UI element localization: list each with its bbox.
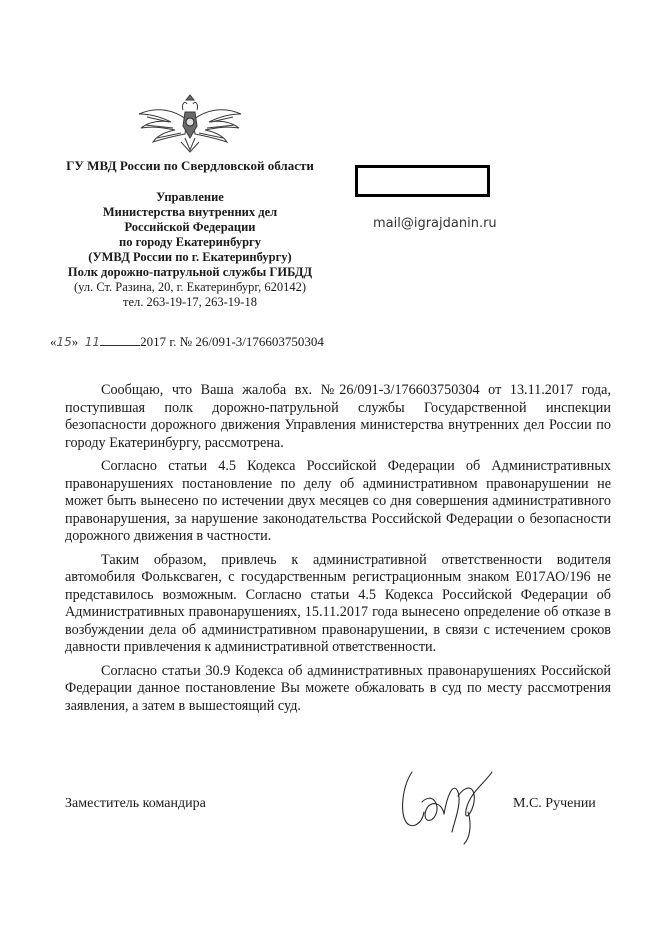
eagle-emblem-icon xyxy=(135,92,245,154)
ref-number: 2017 г. № 26/091-3/176603750304 xyxy=(140,334,324,349)
department-block xyxy=(40,190,340,310)
phones-line: тел. 263-19-17, 263-19-18 xyxy=(123,295,257,309)
letter-body xyxy=(65,382,611,721)
recipient-email: mail@igrajdanin.ru xyxy=(373,216,497,231)
reference-line xyxy=(50,334,324,350)
paragraph-3: Таким образом, привлечь к административной ответственности водителя автомобиля Фольксваген, с государственным регистрационным знаком Е017АО/196 не представилось возможным. Согласно статьи 4.5 Кодекса Российской Федерации об Административных правонарушениях, 15.11.2017 года вынесено определение об отказе в возбуждении дела об административном правонарушении, в связи с истечением сроков давности привлечения к административной ответственности. xyxy=(65,551,611,655)
ref-day: 15 xyxy=(56,335,72,349)
open-quote: « xyxy=(50,334,57,349)
dept-line-2: Министерства внутренних дел xyxy=(102,205,278,219)
dept-line-4: по городу Екатеринбургу xyxy=(119,235,261,249)
address-line: (ул. Ст. Разина, 20, г. Екатеринбург, 620142) xyxy=(73,280,307,294)
signatory-name: М.С. Ручении xyxy=(513,796,596,811)
close-quote: » xyxy=(71,334,79,349)
dept-line-5: (УМВД России по г. Екатеринбургу) xyxy=(88,250,292,264)
org-title: ГУ МВД России по Свердловской области xyxy=(66,158,314,173)
dept-line-6: Полк дорожно-патрульной службы ГИБДД xyxy=(67,265,313,279)
redacted-recipient-box xyxy=(355,165,490,197)
ref-month: 11 xyxy=(84,335,101,349)
month-underline xyxy=(100,335,140,346)
dept-line-3: Российской Федерации xyxy=(124,220,256,234)
paragraph-4: Согласно статьи 30.9 Кодекса об административных правонарушениях Российской Федерации данное постановление Вы можете обжаловать в суд по месту рассмотрения заявления, а затем в вышестоящий суд. xyxy=(65,662,611,714)
dept-line-1: Управление xyxy=(156,190,224,204)
paragraph-1: Сообщаю, что Ваша жалоба вх. №26/091-3/176603750304 от 13.11.2017 года, поступившая полк дорожно-патрульной службы Государственной инспекции безопасности дорожного движения Управления министерства внутренних дел России по городу Екатеринбургу, рассмотрена. xyxy=(65,382,611,451)
paragraph-2: Согласно статьи 4.5 Кодекса Российской Федерации об Административных правонарушениях постановление по делу об административном правонарушении не может быть вынесено по истечении двух месяцев со дня совершения административного правонарушения, за нарушение законодательства Российской Федерации о безопасности дорожного движения в частности. xyxy=(65,458,611,544)
handwritten-signature xyxy=(392,752,522,847)
signatory-role: Заместитель командира xyxy=(65,796,206,811)
